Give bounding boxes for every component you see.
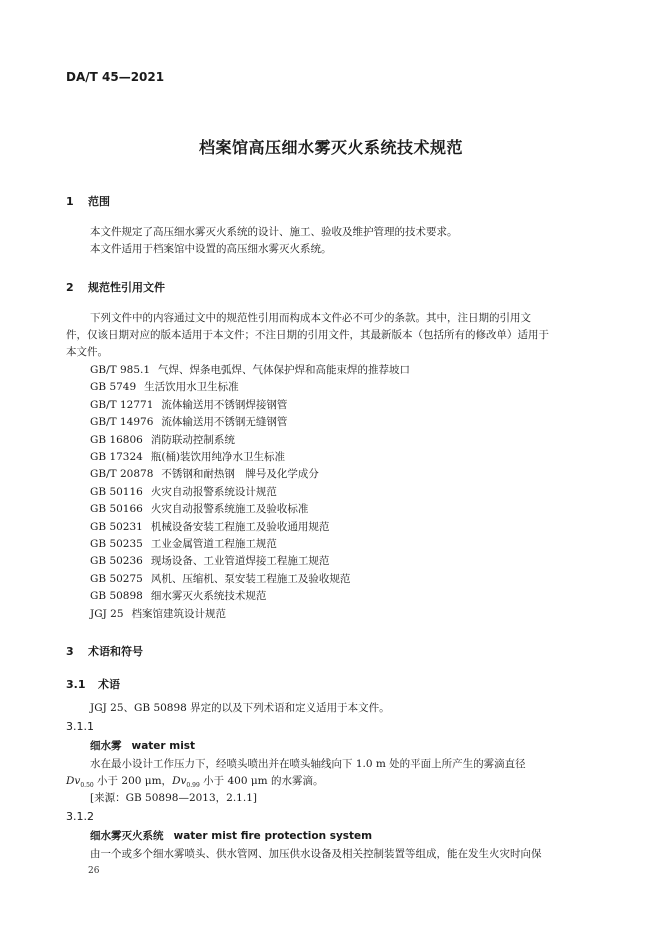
subsection-title: 术语: [98, 678, 120, 691]
reference-code: GB 50236: [90, 555, 143, 568]
section-number: 2: [66, 281, 74, 294]
reference-title: 流体输送用不锈钢焊接钢管: [161, 398, 288, 411]
reference-item: [90, 432, 235, 447]
standard-code: DA/T 45—2021: [66, 70, 165, 84]
reference-code: GB 50231: [90, 520, 143, 533]
symbol: Dv: [172, 775, 187, 787]
reference-code: GB 50275: [90, 572, 143, 585]
section-title: 规范性引用文件: [88, 281, 165, 294]
reference-title: 不锈钢和耐热钢 牌号及化学成分: [161, 468, 319, 481]
paragraph: 本文件规定了高压细水雾灭火系统的设计、施工、验收及维护管理的技术要求。: [90, 226, 458, 238]
reference-title: 工业金属管道工程施工规范: [150, 538, 277, 550]
paragraph: 本文件适用于档案馆中设置的高压细水雾灭火系统。: [90, 243, 332, 255]
reference-item: [90, 397, 287, 412]
term-english: water mist: [131, 740, 196, 752]
symbol-subscript: 0.50: [80, 782, 94, 790]
reference-item: [90, 519, 329, 534]
paragraph-line: 件，仅该日期对应的版本适用于本文件；不注日期的引用文件，其最新版本（包括所有的修改单）适用于: [66, 329, 549, 341]
section-number: 1: [66, 195, 74, 208]
reference-title: 现场设备、工业管道焊接工程施工规范: [150, 555, 330, 568]
reference-item: [90, 571, 350, 586]
clause-number: 3.1.2: [66, 810, 94, 823]
reference-code: GB 50235: [90, 538, 143, 550]
section-title: 范围: [88, 195, 110, 208]
section-title: 术语和符号: [88, 645, 143, 658]
section-3-heading: [66, 643, 143, 659]
reference-code: GB/T 985.1: [90, 364, 151, 376]
paragraph-line: 下列文件中的内容通过文中的规范性引用而构成本文件必不可少的条款。其中，注日期的引用文: [90, 312, 531, 324]
term-chinese: 细水雾: [90, 740, 122, 752]
reference-code: JGJ 25: [90, 607, 124, 620]
section-1-heading: [66, 193, 110, 209]
reference-title: 档案馆建筑设计规范: [131, 607, 227, 620]
term-english: water mist fire protection system: [173, 830, 373, 842]
definition-line: 水在最小设计工作压力下，经喷头喷出并在喷头轴线向下 1.0 m 处的平面上所产生的雾滴直径: [90, 758, 526, 770]
reference-item: [90, 449, 285, 464]
reference-title: 瓶(桶)装饮用纯净水卫生标准: [150, 451, 286, 463]
reference-code: GB/T 20878: [90, 468, 154, 481]
reference-item: [90, 362, 410, 377]
section-2-heading: [66, 279, 165, 295]
reference-code: GB 5749: [90, 381, 137, 394]
reference-code: GB/T 14976: [90, 416, 154, 429]
reference-item: [90, 484, 277, 499]
reference-code: GB 17324: [90, 451, 143, 463]
term-chinese: 细水雾灭火系统: [90, 830, 164, 842]
source-note: [来源：GB 50898—2013，2.1.1]: [90, 792, 257, 804]
text: 小于 200 μm，: [93, 775, 173, 787]
reference-code: GB 50116: [90, 485, 143, 498]
reference-item: [90, 588, 266, 603]
reference-code: GB 16806: [90, 433, 143, 446]
text: 小于 400 μm 的水雾滴。: [199, 775, 324, 787]
reference-item: [90, 466, 319, 481]
reference-code: GB 50166: [90, 503, 143, 516]
term-heading: [90, 828, 372, 843]
page-number: 26: [88, 866, 100, 876]
reference-title: 生活饮用水卫生标准: [144, 381, 239, 394]
subsection-3-1-heading: [66, 676, 120, 692]
reference-title: 消防联动控制系统: [150, 433, 235, 446]
definition-line: 由一个或多个细水雾喷头、供水管网、加压供水设备及相关控制装置等组成，能在发生火灾时向保: [90, 848, 542, 860]
reference-code: GB 50898: [90, 590, 143, 603]
reference-title: 机械设备安装工程施工及验收通用规范: [150, 520, 330, 533]
clause-number: 3.1.1: [66, 720, 94, 733]
paragraph: JGJ 25、GB 50898 界定的以及下列术语和定义适用于本文件。: [90, 702, 390, 714]
reference-title: 气焊、焊条电弧焊、气体保护焊和高能束焊的推荐坡口: [158, 364, 411, 376]
symbol: Dv: [66, 775, 81, 787]
reference-item: [90, 553, 329, 568]
reference-title: 火灾自动报警系统设计规范: [150, 485, 277, 498]
reference-title: 火灾自动报警系统施工及验收标准: [150, 503, 309, 516]
subsection-number: 3.1: [66, 678, 86, 691]
reference-item: [90, 501, 308, 516]
reference-title: 风机、压缩机、泵安装工程施工及验收规范: [150, 572, 351, 585]
symbol-subscript: 0.99: [186, 782, 200, 790]
reference-title: 细水雾灭火系统技术规范: [150, 590, 267, 603]
reference-item: [90, 414, 287, 429]
reference-item: [90, 379, 239, 394]
document-title: 档案馆高压细水雾灭火系统技术规范: [198, 138, 463, 157]
paragraph-line: 本文件。: [66, 346, 108, 358]
reference-title: 流体输送用不锈钢无缝钢管: [161, 416, 288, 429]
section-number: 3: [66, 645, 74, 658]
reference-code: GB/T 12771: [90, 398, 154, 411]
term-heading: [90, 738, 195, 753]
reference-item: [90, 536, 277, 551]
reference-item: [90, 606, 226, 621]
